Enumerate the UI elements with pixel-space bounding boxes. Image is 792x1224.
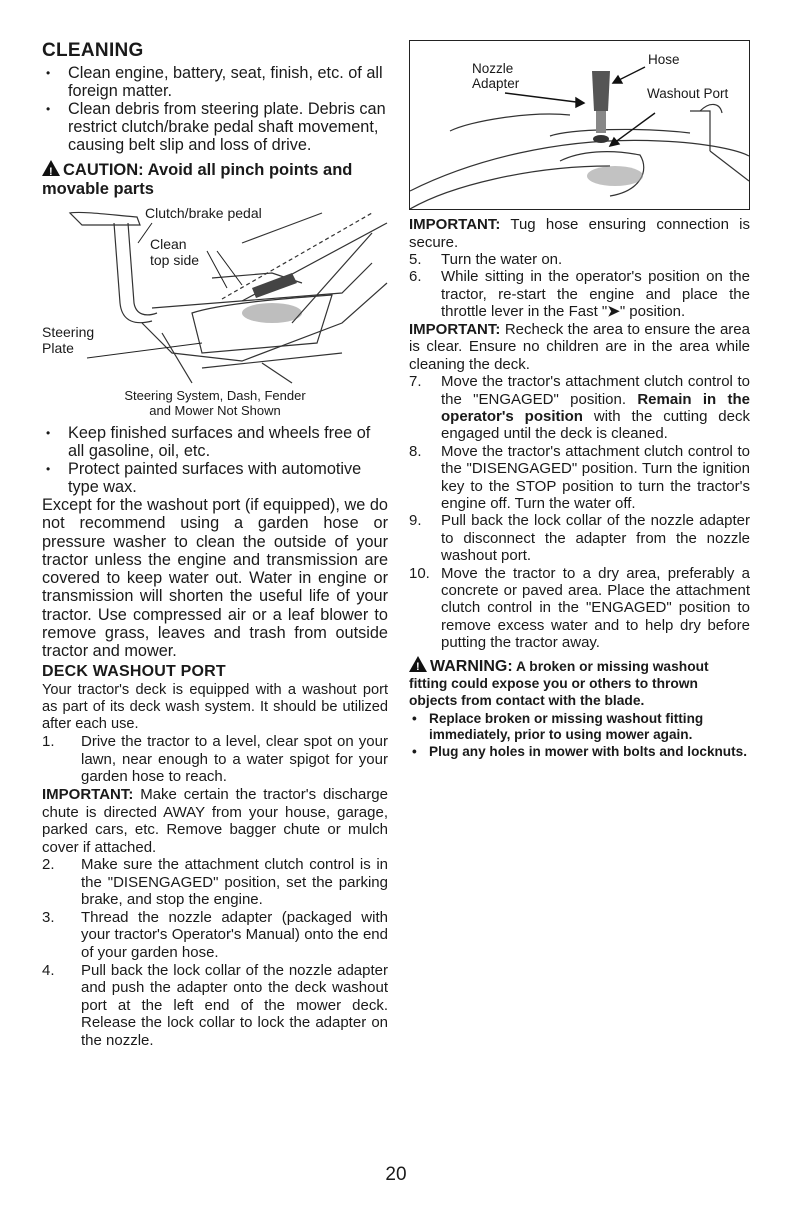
- step-text: Turn the water on.: [441, 251, 563, 268]
- step-number: 10.: [409, 564, 430, 582]
- warning-bullet: • Plug any holes in mower with bolts and locknuts.: [409, 744, 750, 761]
- step-text-a: Move the tractor's attachment clutch control to the "ENGAGED" position.: [441, 373, 750, 408]
- caption-line: and Mower Not Shown: [149, 403, 281, 418]
- important-label: IMPORTANT:: [409, 320, 501, 338]
- important-note: [409, 321, 750, 374]
- step-number: 3.: [42, 908, 55, 926]
- left-column: [42, 40, 388, 1050]
- step-10: [409, 565, 750, 652]
- warning-label: WARNING:: [430, 657, 513, 675]
- cleaning-paragraph: Except for the washout port (if equipped), we do not recommend using a garden hose or pressure washer to clean the outside of your tractor unless the engine and transmission are covered to keep water out. Water in engine or transmission will shorten the useful life of your tractor. Use compressed air or a leaf blower to remove grass, leaves and trash from outside tractor and mower.: [42, 496, 388, 661]
- caution-label: CAUTION:: [63, 161, 144, 179]
- step-text: Move the tractor's attachment clutch control to the "DISENGAGED" position. Turn the ignition key to the STOP position to turn the tractor's engine off. Turn the water off.: [441, 442, 750, 512]
- deck-intro: Your tractor's deck is equipped with a washout port as part of its deck wash system. It should be utilized after each use.: [42, 681, 388, 733]
- label-hose: Hose: [648, 52, 680, 67]
- step-9: [409, 512, 750, 564]
- step-7: [409, 373, 750, 443]
- steering-plate-figure: [42, 203, 388, 385]
- step-text: Move the tractor to a dry area, preferably a concrete or paved area. Place the attachment clutch control in the "ENGAGED" position to remove excess water and to help dry before putting the tractor away.: [441, 564, 750, 652]
- label-washout-port: Washout Port: [647, 86, 729, 101]
- step-2: [42, 856, 388, 909]
- important-label: IMPORTANT:: [409, 216, 501, 233]
- label-adapter: Adapter: [472, 76, 520, 91]
- important-text: Make certain the tractor's discharge chute is directed AWAY from your house, garage, parked cars, etc. Remove bagger chute or mulch cover if attached.: [42, 786, 388, 856]
- step-text: Drive the tractor to a level, clear spot on your lawn, near enough to a water spigot for your garden hose to reach.: [81, 733, 388, 786]
- caution-text: Avoid all pinch points and movable parts: [42, 161, 353, 198]
- warning-triangle-icon: [42, 160, 60, 176]
- label-steering: Steering: [42, 324, 95, 340]
- step-number: 4.: [42, 961, 55, 979]
- label-nozzle: Nozzle: [472, 61, 514, 76]
- step-number: 5.: [409, 251, 422, 268]
- warning-triangle-icon: [409, 656, 427, 672]
- figure-caption: [42, 388, 388, 418]
- label-clean: Clean: [150, 236, 187, 252]
- cleaning-bullet: • Keep finished surfaces and wheels free of all gasoline, oil, etc.: [42, 424, 388, 460]
- important-text: Tug hose ensuring connection is secure.: [409, 216, 750, 251]
- step-text-a: While sitting in the operator's position on the tractor, re-start the engine and place the throttle lever in the Fast ": [441, 268, 750, 321]
- page-number: 20: [385, 1164, 407, 1185]
- right-column: [409, 40, 750, 760]
- step-text-b: " position.: [619, 303, 686, 321]
- important-note: [42, 786, 388, 856]
- washout-port-figure: [409, 40, 750, 210]
- step-text: Pull back the lock collar of the nozzle adapter and push the adapter onto the deck washout port at the left end of the mower deck. Release the lock collar to lock the adapter on the nozzle.: [81, 961, 388, 1049]
- steering-plate-illustration: [42, 203, 388, 385]
- step-4: [42, 962, 388, 1050]
- step-text-bold: Remain in the operator's position: [441, 390, 750, 425]
- cleaning-bullet: • Clean engine, battery, seat, finish, etc. of all foreign matter.: [42, 64, 388, 100]
- caution-notice: [42, 160, 388, 199]
- step-number: 9.: [409, 512, 422, 530]
- warning-notice: [409, 656, 750, 709]
- step-6: [409, 268, 750, 320]
- warning-text: A broken or missing washout fitting could expose you or others to thrown objects from contact with the blade.: [409, 658, 709, 708]
- step-number: 6.: [409, 268, 422, 286]
- label-plate: Plate: [42, 340, 74, 356]
- step-1: [42, 733, 388, 786]
- deck-washout-title: DECK WASHOUT PORT: [42, 662, 226, 680]
- important-text: Recheck the area to ensure the area is clear. Ensure no children are in the area while cleaning the deck.: [409, 320, 750, 373]
- step-text: Make sure the attachment clutch control is in the "DISENGAGED" position, set the parking brake, and stop the engine.: [81, 856, 388, 909]
- cleaning-bullet: • Clean debris from steering plate. Debris can restrict clutch/brake pedal shaft movement, causing belt slip and loss of drive.: [42, 100, 388, 154]
- caption-line: Steering System, Dash, Fender: [124, 388, 306, 403]
- cleaning-bullet: • Protect painted surfaces with automotive type wax.: [42, 460, 388, 496]
- step-3: [42, 909, 388, 962]
- step-text-b: with the cutting deck engaged until the deck is cleaned.: [441, 407, 750, 443]
- step-5: [409, 251, 750, 268]
- step-number: 8.: [409, 442, 422, 460]
- label-top-side: top side: [150, 252, 200, 268]
- step-number: 1.: [42, 733, 55, 751]
- important-note: [409, 216, 750, 251]
- warning-bullet: • Replace broken or missing washout fitting immediately, prior to using mower again.: [409, 711, 750, 744]
- cleaning-title: CLEANING: [42, 40, 144, 61]
- step-text: Thread the nozzle adapter (packaged with your tractor's Operator's Manual) onto the end of your garden hose.: [81, 908, 388, 962]
- washout-port-illustration: [410, 41, 749, 209]
- step-number: 7.: [409, 373, 422, 391]
- step-8: [409, 443, 750, 513]
- important-label: IMPORTANT:: [42, 786, 134, 804]
- step-number: 2.: [42, 856, 55, 874]
- rabbit-fast-icon: ➤: [607, 303, 620, 321]
- step-text: Pull back the lock collar of the nozzle adapter to disconnect the adapter from the nozzle washout port.: [441, 512, 750, 565]
- label-clutch-brake-pedal: Clutch/brake pedal: [145, 205, 262, 221]
